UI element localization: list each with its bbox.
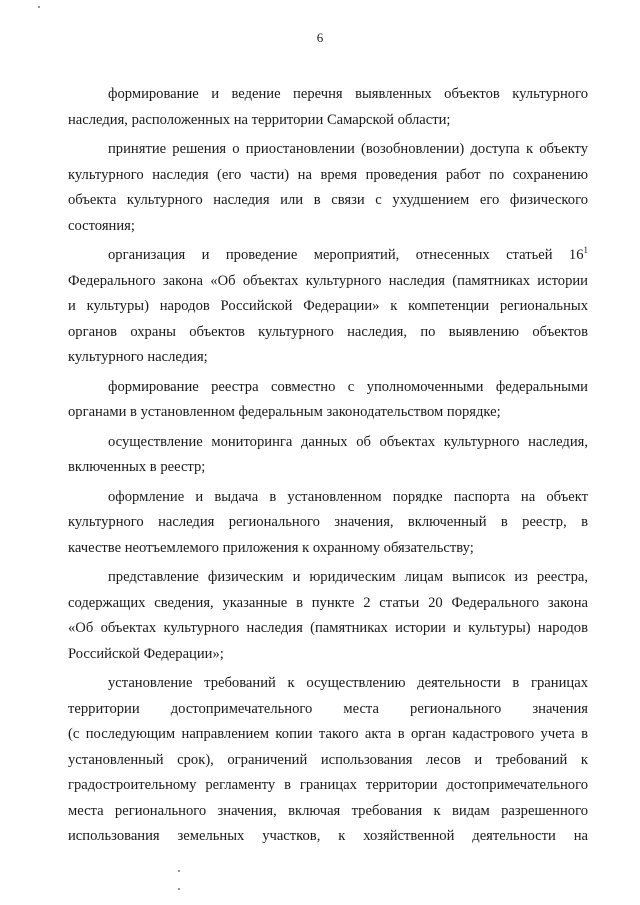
text-line: формирование реестра совместно с уполномоченными федеральными (108, 378, 588, 395)
text-line: принятие решения о приостановлении (возобновлении) доступа к объекту (108, 141, 588, 157)
paragraph (68, 430, 588, 481)
footnote-superscript: 1 (583, 245, 588, 255)
scan-speck (178, 888, 180, 890)
paragraph (68, 243, 588, 371)
text-line: «Об объектах культурного наследия (памятниках истории и культуры) народов (68, 620, 588, 636)
text-line: включенных в реестр; (68, 459, 206, 475)
text-line: объекта культурного наследия или в связи с ухудшением его физического (68, 192, 588, 208)
text-line: установление требований к осуществлению деятельности в границах (108, 675, 588, 691)
text-line: осуществление мониторинга данных об объектах культурного наследия, (108, 433, 588, 450)
paragraph (68, 137, 588, 239)
paragraph (68, 82, 588, 133)
paragraph (68, 671, 588, 850)
text-line: оформление и выдача в установленном порядке паспорта на объект (108, 488, 588, 505)
text-line: формирование и ведение перечня выявленных объектов культурного (108, 86, 588, 102)
body-text (68, 82, 588, 850)
scan-speck (38, 6, 40, 8)
text-line: градостроительному регламенту в границах территории достопримечательного (68, 777, 588, 793)
paragraph (68, 375, 588, 426)
text-line: территории достопримечательного места регионального значения (68, 700, 588, 717)
text-line: органами в установленном федеральным законодательством порядке; (68, 404, 501, 420)
text-line: Федерального закона «Об объектах культурного наследия (памятниках истории (68, 272, 588, 289)
text-line: установленный срок), ограничений использования лесов и требований к (68, 751, 588, 768)
text-line: культурного наследия регионального значения, включенный в реестр, в (68, 514, 588, 530)
text-line: использования земельных участков, к хозяйственной деятельности на (68, 828, 588, 844)
text-line: культурного наследия (его части) на время проведения работ по сохранению (68, 166, 588, 183)
paragraph (68, 565, 588, 667)
text-line: органов охраны объектов культурного наследия, по выявлению объектов (68, 323, 588, 340)
text-line-content: организация и проведение мероприятий, отнесенных статьей 16 (108, 247, 584, 263)
text-line: (с последующим направлением копии такого акта в орган кадастрового учета в (68, 726, 588, 742)
text-line: места регионального значения, включая требования к видам разрешенного (68, 802, 588, 819)
paragraph (68, 485, 588, 562)
scan-speck (178, 870, 180, 872)
text-line: представление физическим и юридическим лицам выписок из реестра, (108, 569, 588, 585)
text-line: Российской Федерации»; (68, 645, 224, 662)
text-line (68, 243, 588, 269)
text-line: и культуры) народов Российской Федерации» к компетенции региональных (68, 298, 588, 314)
text-line: культурного наследия; (68, 349, 208, 365)
text-line: качестве неотъемлемого приложения к охранному обязательству; (68, 539, 474, 556)
page-number: 6 (316, 30, 324, 45)
text-line: содержащих сведения, указанные в пункте 2 статьи 20 Федерального закона (68, 594, 588, 611)
text-line: наследия, расположенных на территории Самарской области; (68, 111, 451, 128)
text-line: состояния; (68, 217, 135, 234)
